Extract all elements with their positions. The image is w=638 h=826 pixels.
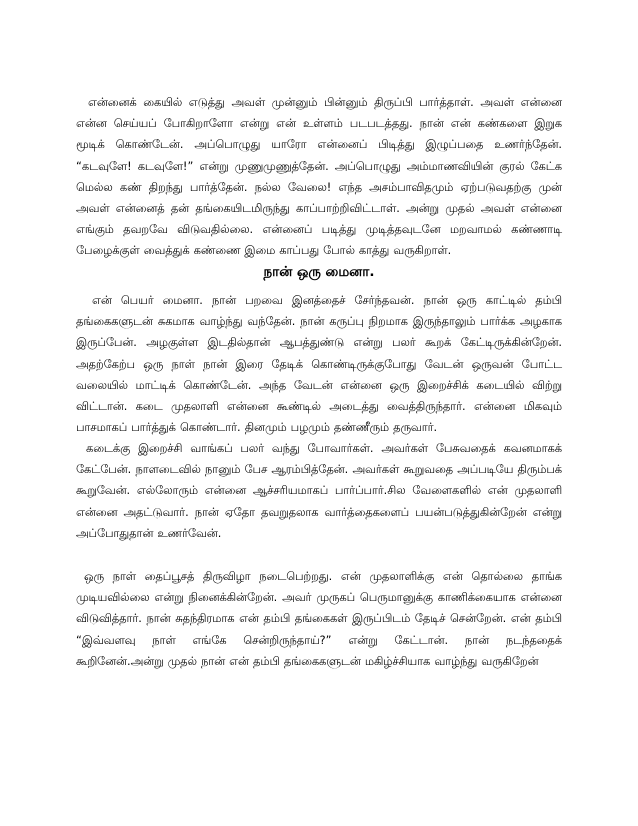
paragraph-book-ending: என்னைக் கையில் எடுத்து அவள் முன்னும் பின்னும் திருப்பி பார்த்தாள். அவள் என்னை என்ன செய்யப் போகிறாளோ என்று என் உள்ளம் படபடத்தது. நான் என் கண்களை இறுக மூடிக் கொண்டேன். அப்பொழுது யாரோ என்னைப் பிடித்து இழுப்பதை உணர்ந்தேன். “கடவுளே! கடவுளே!” என்று முணுமுணுத்தேன். அப்பொழுது அம்மாணவியின் குரல் கேட்க மெல்ல கண் திறந்து பார்த்தேன். நல்ல வேலை! எந்த அசம்பாவிதமும் ஏற்படுவதற்கு முன் அவள் என்னைத் தன் தங்கையிடமிருந்து காப்பாற்றிவிட்டாள். அன்று முதல் அவள் என்னை எங்கும் தவறவே விடுவதில்லை. என்னைப் படித்து முடித்தவுடனே மறவாமல் கண்ணாடி பேழைக்குள் வைத்துக் கண்ணை இமை காப்பது போல் காத்து வருகிறாள். [76, 96, 562, 258]
paragraph-myna-speaking: கடைக்கு இறைச்சி வாங்கப் பலர் வந்து போவார்கள். அவர்கள் பேசுவதைக் கவனமாகக் கேட்பேன். நாளடைவில் நானும் பேச ஆரம்பித்தேன். அவர்கள் கூறுவதை அப்படியே திரும்பக் கூறுவேன். எல்லோரும் என்னை ஆச்சரியமாகப் பார்ப்பார்.சில வேளைகளில் என் முதலாளி என்னை அதட்டுவார். நான் ஏதோ தவறுதலாக வார்த்தைகளைப் பயன்படுத்துகின்றேன் என்று அப்போதுதான் உணர்வேன். [76, 442, 562, 540]
paragraph-myna-intro: என் பெயர் மைனா. நான் பறவை இனத்தைச் சேர்ந்தவன். நான் ஒரு காட்டில் தம்பி தங்கைகளுடன் சுகமாக வாழ்ந்து வந்தேன். நான் கருப்பு நிறமாக இருந்தாலும் பார்க்க அழகாக இருப்பேன். அழகுள்ள இடதில்தான் ஆபத்துண்டு என்று பலர் கூறக் கேட்டிருக்கின்றேன். அதற்கேற்ப ஒரு நாள் நான் இரை தேடிக் கொண்டிருக்குபோது வேடன் ஒருவன் போட்ட வலையில் மாட்டிக் கொண்டேன். அந்த வேடன் என்னை ஒரு இறைச்சிக் கடையில் விற்று விட்டான். கடை முதலாளி என்னை கூண்டில் அடைத்து வைத்திருந்தார். என்னை மிகவும் பாசமாகப் பார்த்துக் கொண்டார். தினமும் பழமும் தண்ணீரும் தருவார். [76, 294, 562, 435]
paragraph-myna-freedom: ஒரு நாள் தைப்பூசத் திருவிழா நடைபெற்றது. என் முதலாளிக்கு என் தொல்லை தாங்க முடியவில்லை என்று நினைக்கின்றேன். அவர் முருகப் பெருமானுக்கு காணிக்கையாக என்னை விடுவித்தார். நான் சுதந்திரமாக என் தம்பி தங்கைகள் இருப்பிடம் தேடிச் சென்றேன். என் தம்பி “இவ்வளவு நாள் எங்கே சென்றிருந்தாய்?” என்று கேட்டான். நான் நடந்ததைக் கூறினேன்.அன்று முதல் நான் என் தம்பி தங்கைகளுடன் மகிழ்ச்சியாக வாழ்ந்து வருகிறேன் [76, 570, 562, 668]
story-title: நான் ஒரு மைனா. [263, 264, 375, 280]
